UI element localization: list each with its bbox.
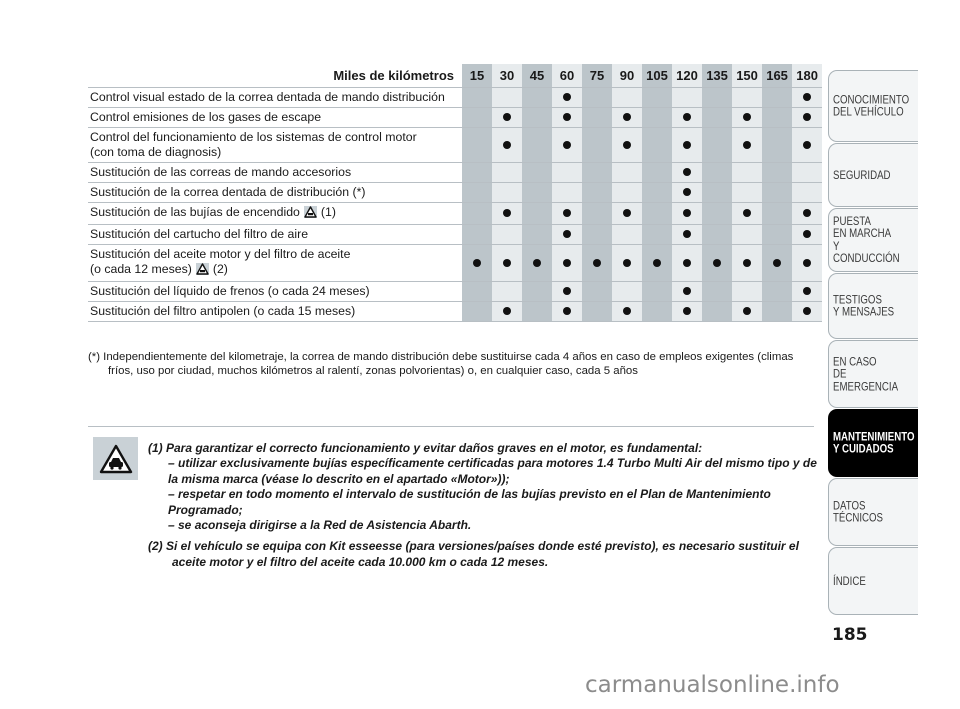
schedule-cell [552,282,582,302]
note-1-item-1: – utilizar exclusivamente bujías específicamente certificadas para motores 1.4 Turbo Multi Air del mismo tipo y de la misma marca (véase lo descrito en el apartado «Motor»)); [168,456,817,486]
operation-label [88,282,462,302]
schedule-cell [492,245,522,282]
schedule-cell [492,128,522,163]
schedule-cell [522,128,552,163]
schedule-cell [462,88,492,108]
scheduled-dot-icon [503,209,511,217]
schedule-cell [642,245,672,282]
note-reference: (1) [320,205,336,219]
scheduled-dot-icon [623,259,631,267]
table-row [88,108,822,128]
operation-label [88,245,462,282]
scheduled-dot-icon [563,209,571,217]
schedule-cell [672,203,702,225]
schedule-cell [582,203,612,225]
chapter-tab-label: PUESTA EN MARCHA Y CONDUCCIÓN [833,214,900,266]
schedule-cell [462,245,492,282]
schedule-cell [732,302,762,322]
scheduled-dot-icon [533,259,541,267]
table-body [88,88,822,322]
schedule-cell [732,88,762,108]
car-warning-triangle-icon [93,437,138,480]
km-column-header: 120 [672,64,702,88]
scheduled-dot-icon [623,113,631,121]
schedule-cell [762,225,792,245]
scheduled-dot-icon [743,307,751,315]
schedule-cell [762,245,792,282]
scheduled-dot-icon [563,113,571,121]
schedule-cell [672,245,702,282]
schedule-cell [522,302,552,322]
schedule-cell [762,108,792,128]
schedule-cell [732,163,762,183]
schedule-cell [522,88,552,108]
page-number: 185 [832,625,868,645]
scheduled-dot-icon [683,287,691,295]
table-row [88,302,822,322]
scheduled-dot-icon [503,113,511,121]
schedule-cell [552,203,582,225]
footnote [88,350,808,378]
chapter-tab[interactable] [828,547,918,615]
schedule-cell [792,183,822,203]
scheduled-dot-icon [743,113,751,121]
operation-label [88,203,462,225]
schedule-cell [522,183,552,203]
schedule-cell [732,245,762,282]
schedule-cell [552,108,582,128]
km-column-header: 150 [732,64,762,88]
scheduled-dot-icon [803,307,811,315]
scheduled-dot-icon [593,259,601,267]
schedule-cell [762,203,792,225]
schedule-cell [702,163,732,183]
scheduled-dot-icon [773,259,781,267]
schedule-cell [792,225,822,245]
schedule-cell [672,108,702,128]
schedule-cell [552,225,582,245]
schedule-cell [642,128,672,163]
schedule-cell [702,128,732,163]
schedule-cell [702,203,732,225]
table-row [88,88,822,108]
km-column-header: 15 [462,64,492,88]
schedule-cell [582,108,612,128]
km-column-header: 75 [582,64,612,88]
chapter-tab-label: DATOS TÉCNICOS [833,498,883,525]
table-row [88,203,822,225]
schedule-cell [672,302,702,322]
schedule-cell [702,245,732,282]
scheduled-dot-icon [563,230,571,238]
schedule-cell [552,302,582,322]
note-1-item-3: – se aconseja dirigirse a la Red de Asistencia Abarth. [168,518,472,533]
schedule-cell [642,225,672,245]
chapter-tab-label: MANTENIMIENTO Y CUIDADOS [833,429,915,456]
schedule-cell [582,183,612,203]
schedule-cell [582,282,612,302]
chapter-tab-label: CONOCIMIENTO DEL VEHÍCULO [833,92,910,119]
schedule-cell [702,302,732,322]
chapter-tab-label: TESTIGOS Y MENSAJES [833,292,895,319]
schedule-cell [612,88,642,108]
note-reference: (2) [212,262,228,276]
schedule-cell [702,282,732,302]
schedule-cell [612,282,642,302]
maintenance-table [88,64,822,322]
schedule-cell [582,88,612,108]
table-row [88,225,822,245]
footnote-line-1: (*) Independientemente del kilometraje, la correa de mando distribución debe sustituirse cada 4 años en caso de empleos exigentes (climas [88,351,794,363]
operation-label-text: Sustitución de las bujías de encendido [90,205,300,219]
schedule-cell [702,108,732,128]
scheduled-dot-icon [803,113,811,121]
schedule-cell [582,245,612,282]
maintenance-schedule [88,64,818,322]
schedule-cell [492,108,522,128]
schedule-cell [792,128,822,163]
scheduled-dot-icon [563,93,571,101]
km-column-header: 45 [522,64,552,88]
schedule-cell [702,183,732,203]
schedule-cell [642,302,672,322]
schedule-cell [672,225,702,245]
km-column-header: 105 [642,64,672,88]
table-row [88,128,822,163]
scheduled-dot-icon [683,209,691,217]
schedule-cell [762,163,792,183]
schedule-cell [612,302,642,322]
scheduled-dot-icon [713,259,721,267]
warning-triangle-icon [304,206,317,222]
schedule-cell [612,163,642,183]
schedule-cell [702,88,732,108]
schedule-cell [612,128,642,163]
schedule-cell [642,88,672,108]
schedule-cell [462,128,492,163]
scheduled-dot-icon [473,259,481,267]
scheduled-dot-icon [623,209,631,217]
scheduled-dot-icon [743,141,751,149]
schedule-cell [672,282,702,302]
km-column-header: 180 [792,64,822,88]
table-header-row [88,64,822,88]
scheduled-dot-icon [683,168,691,176]
scheduled-dot-icon [803,230,811,238]
scheduled-dot-icon [683,141,691,149]
operation-label [88,302,462,322]
note-1-intro: (1) Para garantizar el correcto funcionamiento y evitar daños graves en el motor, es fundamental: [148,441,703,455]
schedule-cell [672,128,702,163]
schedule-cell [612,245,642,282]
scheduled-dot-icon [683,230,691,238]
operation-label [88,225,462,245]
schedule-cell [762,302,792,322]
operation-label-text: Control visual estado de la correa dentada de mando distribución [90,90,445,104]
schedule-cell [582,302,612,322]
schedule-cell [462,225,492,245]
schedule-cell [762,128,792,163]
km-column-header: 60 [552,64,582,88]
chapter-tab[interactable] [828,340,918,408]
scheduled-dot-icon [503,259,511,267]
scheduled-dot-icon [653,259,661,267]
scheduled-dot-icon [563,141,571,149]
scheduled-dot-icon [803,287,811,295]
schedule-cell [612,203,642,225]
schedule-cell [642,282,672,302]
schedule-cell [462,108,492,128]
scheduled-dot-icon [623,307,631,315]
chapter-tab[interactable] [828,273,918,339]
scheduled-dot-icon [803,141,811,149]
schedule-cell [492,163,522,183]
schedule-cell [492,282,522,302]
schedule-cell [582,163,612,183]
operation-label-text: Control emisiones de los gases de escape [90,110,322,124]
scheduled-dot-icon [743,209,751,217]
schedule-cell [462,282,492,302]
km-header-label: Miles de kilómetros [333,68,454,83]
schedule-cell [612,183,642,203]
schedule-cell [552,245,582,282]
km-column-header: 90 [612,64,642,88]
footnote-line-2: fríos, uso por ciudad, muchos kilómetros al ralentí, zonas polvorientas) o, en cualquier caso, cada 5 años [108,365,638,377]
schedule-cell [702,225,732,245]
schedule-cell [462,163,492,183]
maintenance-notes [148,441,818,570]
schedule-cell [522,282,552,302]
scheduled-dot-icon [503,307,511,315]
table-row [88,282,822,302]
schedule-cell [522,245,552,282]
schedule-cell [792,108,822,128]
schedule-cell [672,88,702,108]
schedule-cell [792,163,822,183]
schedule-cell [552,183,582,203]
operation-label [88,88,462,108]
schedule-cell [792,302,822,322]
schedule-cell [552,163,582,183]
operation-label-text: Sustitución del filtro antipolen (o cada 15 meses) [90,304,356,318]
operation-label [88,128,462,163]
schedule-cell [762,88,792,108]
operation-label-text: Sustitución de la correa dentada de distribución (*) [90,185,366,199]
operation-label [88,163,462,183]
schedule-cell [552,128,582,163]
schedule-cell [792,203,822,225]
scheduled-dot-icon [803,93,811,101]
schedule-cell [492,203,522,225]
table-row [88,163,822,183]
schedule-cell [492,225,522,245]
schedule-cell [582,225,612,245]
schedule-cell [792,88,822,108]
operation-label-text: Sustitución del aceite motor y del filtro de aceite [90,247,351,261]
chapter-tab[interactable] [828,70,918,142]
chapter-tab[interactable] [828,208,918,272]
scheduled-dot-icon [803,209,811,217]
chapter-tab[interactable] [828,409,918,477]
scheduled-dot-icon [563,259,571,267]
schedule-cell [732,128,762,163]
schedule-cell [642,108,672,128]
km-column-header: 165 [762,64,792,88]
schedule-cell [762,183,792,203]
schedule-cell [732,225,762,245]
schedule-cell [492,183,522,203]
note-1-item-2: – respetar en todo momento el intervalo de sustitución de las bujías previsto en el Plan de Mantenimiento Programado; [168,487,771,517]
chapter-tab[interactable] [828,143,918,207]
schedule-cell [792,245,822,282]
operation-label [88,108,462,128]
schedule-cell [642,183,672,203]
schedule-cell [552,88,582,108]
scheduled-dot-icon [503,141,511,149]
schedule-cell [612,225,642,245]
km-column-header: 135 [702,64,732,88]
operation-label-text: Control del funcionamiento de los sistemas de control motor [90,130,417,144]
note-2: (2) Si el vehículo se equipa con Kit esseesse (para versiones/países donde esté previsto), es necesario sustituir el aceite motor y el filtro del aceite cada 10.000 km o cada 12 meses. [148,539,799,569]
schedule-cell [462,183,492,203]
operation-label-text: Sustitución del líquido de frenos (o cada 24 meses) [90,284,370,298]
schedule-cell [642,203,672,225]
chapter-tab[interactable] [828,478,918,546]
watermark: carmanualsonline.info [585,672,840,698]
operation-label-text: Sustitución del cartucho del filtro de aire [90,227,309,241]
schedule-cell [672,183,702,203]
scheduled-dot-icon [743,259,751,267]
schedule-cell [732,282,762,302]
scheduled-dot-icon [623,141,631,149]
chapter-tab-label: ÍNDICE [833,573,866,588]
chapter-tab-label: EN CASO DE EMERGENCIA [833,354,899,394]
operation-label-text: (con toma de diagnosis) [90,145,222,159]
operation-label [88,183,462,203]
scheduled-dot-icon [563,287,571,295]
schedule-cell [672,163,702,183]
chapter-tab-label: SEGURIDAD [833,167,891,182]
scheduled-dot-icon [683,113,691,121]
scheduled-dot-icon [803,259,811,267]
warning-triangle-icon [196,263,209,279]
operation-label-text: (o cada 12 meses) [90,262,192,276]
schedule-cell [522,163,552,183]
table-row [88,245,822,282]
schedule-cell [462,302,492,322]
scheduled-dot-icon [683,307,691,315]
schedule-cell [612,108,642,128]
schedule-cell [732,183,762,203]
table-row [88,183,822,203]
schedule-cell [732,108,762,128]
schedule-cell [642,163,672,183]
scheduled-dot-icon [683,188,691,196]
scheduled-dot-icon [563,307,571,315]
schedule-cell [522,225,552,245]
schedule-cell [732,203,762,225]
operation-label-text: Sustitución de las correas de mando accesorios [90,165,352,179]
schedule-cell [792,282,822,302]
schedule-cell [492,302,522,322]
section-divider [88,426,814,427]
schedule-cell [582,128,612,163]
km-column-header: 30 [492,64,522,88]
schedule-cell [522,108,552,128]
schedule-cell [492,88,522,108]
scheduled-dot-icon [683,259,691,267]
schedule-cell [462,203,492,225]
schedule-cell [522,203,552,225]
schedule-cell [762,282,792,302]
